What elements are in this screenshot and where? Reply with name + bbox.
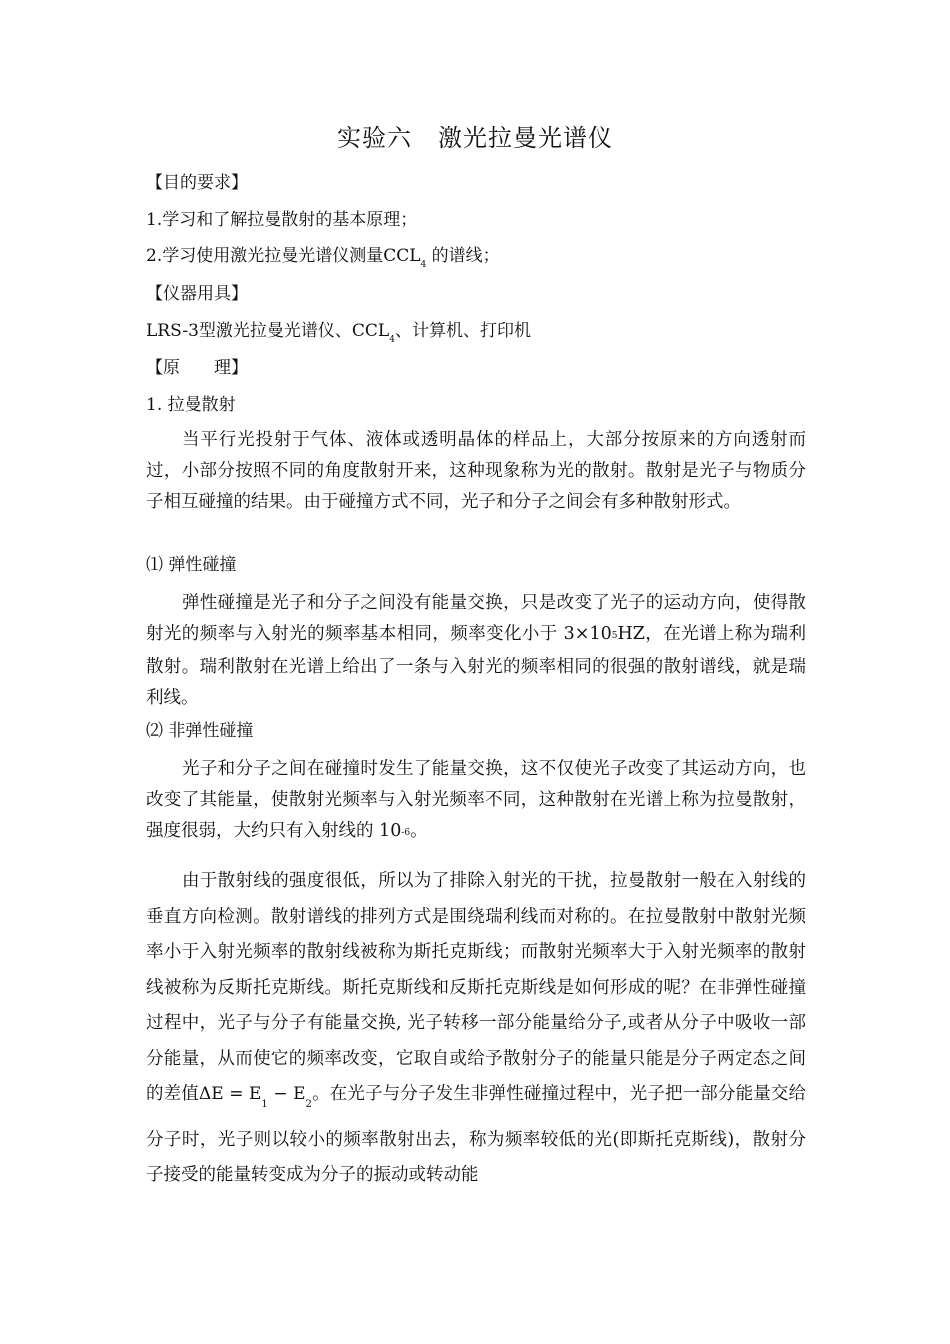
title-experiment-name: 激光拉曼光谱仪 xyxy=(438,124,613,152)
purpose-item-2: 2.学习使用激光拉曼光谱仪测量$CCL_4$ 的谱线； xyxy=(146,246,500,270)
heading-inelastic-collision: ⑵ 非弹性碰撞 xyxy=(146,721,254,741)
page-title xyxy=(0,118,950,153)
paragraph-inelastic-collision: 光子和分子之间在碰撞时发生了能量交换，这不仅使光子改变了其运动方向，也改变了其能量，使散射光频率与入射光频率不同，这种散射在光谱上称为拉曼散射，强度很弱，大约只有入射线的 10-6。 xyxy=(146,759,806,841)
paragraph-light-scattering: 当平行光投射于气体、液体或透明晶体的样品上，大部分按原来的方向透射而过，小部分按照不同的角度散射开来，这种现象称为光的散射。散射是光子与物质分子相互碰撞的结果。由于碰撞方式不同，光子和分子之间会有多种散射形式。 xyxy=(146,430,806,512)
section-instruments-heading: 【仪器用具】 xyxy=(146,284,248,304)
instruments-list: LRS-3型激光拉曼光谱仪、$CCL_4$、计算机、打印机 xyxy=(146,321,531,345)
energy-difference-formula: $\Delta E = E_1 - E_2$ xyxy=(198,1084,312,1110)
heading-elastic-collision: ⑴ 弹性碰撞 xyxy=(146,555,237,575)
title-experiment-number: 实验六 xyxy=(337,124,412,152)
heading-raman-scattering: 1. 拉曼散射 xyxy=(146,395,236,415)
section-purpose-heading: 【目的要求】 xyxy=(146,173,248,193)
paragraph-elastic-collision: 弹性碰撞是光子和分子之间没有能量交换，只是改变了光子的运动方向，使得散射光的频率与入射光的频率基本相同，频率变化小于 3×105HZ，在光谱上称为瑞利散射。瑞利散射在光谱上给出了一条与入射光的频率相同的很强的散射谱线，就是瑞利线。 xyxy=(146,593,806,708)
section-principle-heading: 【原 理】 xyxy=(146,358,248,378)
purpose-item-1: 1.学习和了解拉曼散射的基本原理； xyxy=(146,210,418,230)
paragraph-stokes-lines: 由于散射线的强度很低，所以为了排除入射光的干扰，拉曼散射一般在入射线的垂直方向检测。散射谱线的排列方式是围绕瑞利线而对称的。在拉曼散射中散射光频率小于入射光频率的散射线被称为斯托克斯线；而散射光频率大于入射光频率的散射线被称为反斯托克斯线。斯托克斯线和反斯托克斯线是如何形成的呢？在非弹性碰撞过程中，光子与分子有能量交换, 光子转移一部分能量给分子,或者从分子中吸收一部分能量，从而使它的频率改变，它取自或给予散射分子的能量只能是分子两定态之间的差值$\Delta E = E_1 - E_2$。在光子与分子发生非弹性碰撞过程中，光子把一部分能量交给分子时，光子则以较小的频率散射出去，称为频率较低的光(即斯托克斯线)，散射分子接受的能量转变成为分子的振动或转动能 xyxy=(146,871,807,1185)
